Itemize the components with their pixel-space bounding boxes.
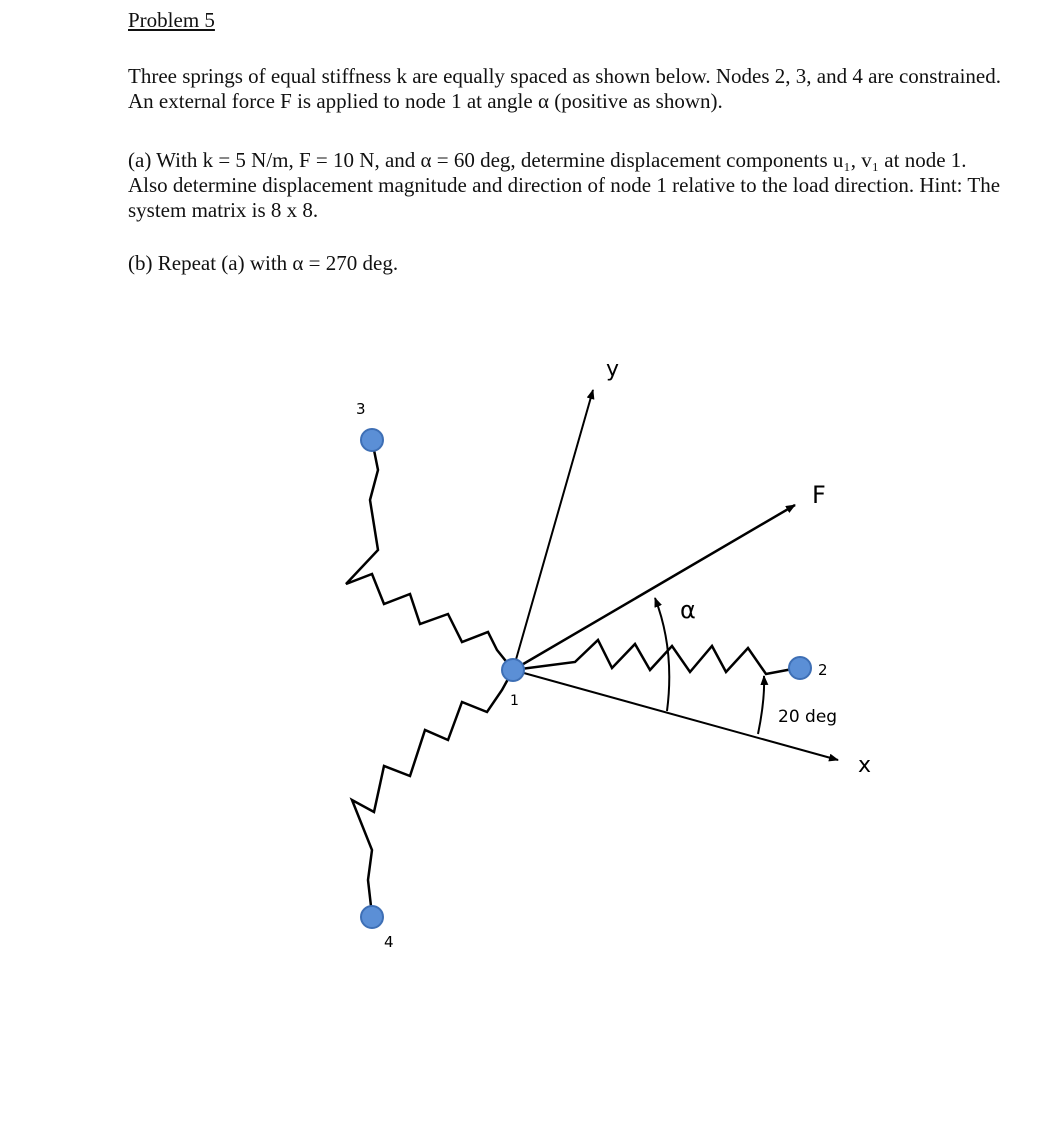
node-2-label: 2 xyxy=(818,661,828,679)
node-3 xyxy=(361,429,383,451)
node-4-label: 4 xyxy=(384,933,394,951)
alpha-label: α xyxy=(680,596,696,624)
y-axis-label: y xyxy=(606,357,620,382)
force-label: F xyxy=(812,481,826,509)
node-1 xyxy=(502,659,524,681)
problem-title: Problem 5 xyxy=(128,8,215,32)
y-axis-line xyxy=(513,390,593,670)
node-1-label: 1 xyxy=(510,693,519,709)
node-3-label: 3 xyxy=(356,400,366,418)
node-4 xyxy=(361,906,383,928)
angle-label: 20 deg xyxy=(778,707,838,727)
twenty-deg-arc xyxy=(758,676,764,734)
node-2 xyxy=(789,657,811,679)
x-axis-label: x xyxy=(858,753,872,778)
problem-intro: Three springs of equal stiffness k are equally spaced as shown below. Nodes 2, 3, and 4 are constrained. An external force F is applied to node 1 at angle α (positive as shown). xyxy=(128,64,1001,113)
force-vector xyxy=(513,505,795,670)
part-a-text: (a) With k = 5 N/m, F = 10 N, and α = 60 deg, determine displacement components u₁, v₁ at node 1. Also determine displacement magnitude and direction of node 1 relative to the load direction. Hint: The system matrix is 8 x 8. xyxy=(128,148,1001,222)
spring-1-4 xyxy=(352,670,513,915)
part-b-text: (b) Repeat (a) with α = 270 deg. xyxy=(128,251,399,275)
alpha-arc xyxy=(655,598,669,711)
spring-1-3 xyxy=(346,440,513,670)
